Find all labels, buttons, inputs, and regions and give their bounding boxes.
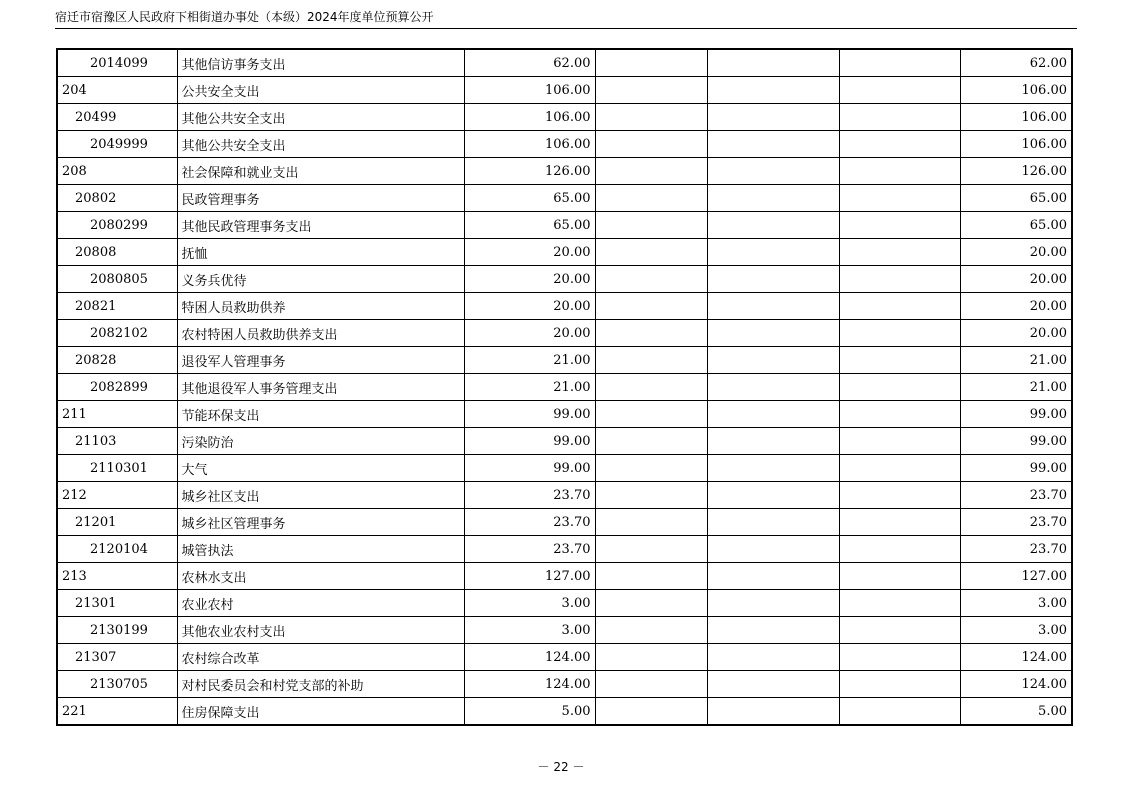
total-amount-cell: 99.00 (464, 401, 595, 428)
subject-name-cell: 社会保障和就业支出 (177, 158, 464, 185)
total-amount-cell: 21.00 (464, 374, 595, 401)
amount-cell-5 (839, 347, 960, 374)
subject-name-cell: 其他公共安全支出 (177, 104, 464, 131)
table-row (57, 185, 1072, 212)
table-row (57, 77, 1072, 104)
amount-cell-last: 20.00 (960, 320, 1072, 347)
table-row (57, 293, 1072, 320)
subject-code-cell: 2082102 (57, 320, 177, 347)
table-row (57, 509, 1072, 536)
total-amount-cell: 65.00 (464, 185, 595, 212)
subject-code-cell: 2080299 (57, 212, 177, 239)
subject-code-cell: 212 (57, 482, 177, 509)
subject-code-cell: 21301 (57, 590, 177, 617)
subject-name-cell: 城乡社区管理事务 (177, 509, 464, 536)
subject-code-cell: 20499 (57, 104, 177, 131)
subject-name-cell: 住房保障支出 (177, 698, 464, 726)
amount-cell-4 (707, 698, 839, 726)
amount-cell-4 (707, 77, 839, 104)
total-amount-cell: 21.00 (464, 347, 595, 374)
amount-cell-3 (595, 455, 707, 482)
amount-cell-last: 3.00 (960, 590, 1072, 617)
total-amount-cell: 127.00 (464, 563, 595, 590)
subject-name-cell: 城乡社区支出 (177, 482, 464, 509)
subject-code-cell: 20828 (57, 347, 177, 374)
amount-cell-4 (707, 428, 839, 455)
amount-cell-4 (707, 509, 839, 536)
amount-cell-last: 99.00 (960, 455, 1072, 482)
amount-cell-5 (839, 671, 960, 698)
total-amount-cell: 126.00 (464, 158, 595, 185)
total-amount-cell: 62.00 (464, 49, 595, 77)
table-row (57, 320, 1072, 347)
table-row (57, 482, 1072, 509)
subject-code-cell: 2130199 (57, 617, 177, 644)
table-row (57, 617, 1072, 644)
subject-code-cell: 2080805 (57, 266, 177, 293)
amount-cell-5 (839, 212, 960, 239)
subject-code-cell: 2049999 (57, 131, 177, 158)
amount-cell-5 (839, 509, 960, 536)
table-row (57, 347, 1072, 374)
amount-cell-last: 21.00 (960, 347, 1072, 374)
subject-name-cell: 特困人员救助供养 (177, 293, 464, 320)
amount-cell-3 (595, 401, 707, 428)
amount-cell-3 (595, 77, 707, 104)
amount-cell-last: 124.00 (960, 644, 1072, 671)
total-amount-cell: 20.00 (464, 266, 595, 293)
amount-cell-5 (839, 482, 960, 509)
subject-name-cell: 义务兵优待 (177, 266, 464, 293)
amount-cell-4 (707, 401, 839, 428)
amount-cell-4 (707, 617, 839, 644)
amount-cell-last: 65.00 (960, 212, 1072, 239)
subject-code-cell: 20802 (57, 185, 177, 212)
total-amount-cell: 3.00 (464, 590, 595, 617)
amount-cell-3 (595, 293, 707, 320)
table-row (57, 266, 1072, 293)
amount-cell-3 (595, 347, 707, 374)
amount-cell-last: 65.00 (960, 185, 1072, 212)
total-amount-cell: 106.00 (464, 104, 595, 131)
amount-cell-last: 124.00 (960, 671, 1072, 698)
table-row (57, 104, 1072, 131)
amount-cell-4 (707, 671, 839, 698)
amount-cell-5 (839, 49, 960, 77)
subject-name-cell: 其他民政管理事务支出 (177, 212, 464, 239)
subject-name-cell: 农林水支出 (177, 563, 464, 590)
document-header (55, 8, 1077, 29)
amount-cell-last: 20.00 (960, 293, 1072, 320)
amount-cell-4 (707, 104, 839, 131)
amount-cell-4 (707, 644, 839, 671)
subject-code-cell: 2130705 (57, 671, 177, 698)
table-row (57, 428, 1072, 455)
subject-code-cell: 2120104 (57, 536, 177, 563)
amount-cell-4 (707, 131, 839, 158)
subject-code-cell: 21103 (57, 428, 177, 455)
budget-table (56, 48, 1073, 726)
amount-cell-3 (595, 104, 707, 131)
amount-cell-last: 127.00 (960, 563, 1072, 590)
subject-name-cell: 农村综合改革 (177, 644, 464, 671)
amount-cell-last: 23.70 (960, 536, 1072, 563)
amount-cell-last: 23.70 (960, 482, 1072, 509)
table-row (57, 374, 1072, 401)
total-amount-cell: 106.00 (464, 77, 595, 104)
total-amount-cell: 23.70 (464, 482, 595, 509)
total-amount-cell: 65.00 (464, 212, 595, 239)
amount-cell-4 (707, 482, 839, 509)
amount-cell-3 (595, 671, 707, 698)
table-row (57, 644, 1072, 671)
amount-cell-3 (595, 428, 707, 455)
amount-cell-5 (839, 428, 960, 455)
amount-cell-4 (707, 49, 839, 77)
amount-cell-5 (839, 239, 960, 266)
subject-name-cell: 其他农业农村支出 (177, 617, 464, 644)
amount-cell-4 (707, 185, 839, 212)
amount-cell-5 (839, 644, 960, 671)
table-row (57, 671, 1072, 698)
total-amount-cell: 106.00 (464, 131, 595, 158)
amount-cell-4 (707, 266, 839, 293)
subject-name-cell: 民政管理事务 (177, 185, 464, 212)
subject-name-cell: 公共安全支出 (177, 77, 464, 104)
amount-cell-3 (595, 239, 707, 266)
amount-cell-5 (839, 158, 960, 185)
subject-code-cell: 2110301 (57, 455, 177, 482)
subject-name-cell: 农村特困人员救助供养支出 (177, 320, 464, 347)
total-amount-cell: 23.70 (464, 509, 595, 536)
total-amount-cell: 20.00 (464, 320, 595, 347)
subject-name-cell: 其他公共安全支出 (177, 131, 464, 158)
table-row (57, 455, 1072, 482)
total-amount-cell: 99.00 (464, 428, 595, 455)
subject-code-cell: 21201 (57, 509, 177, 536)
amount-cell-last: 106.00 (960, 131, 1072, 158)
table-row (57, 239, 1072, 266)
subject-name-cell: 节能环保支出 (177, 401, 464, 428)
total-amount-cell: 23.70 (464, 536, 595, 563)
subject-code-cell: 204 (57, 77, 177, 104)
amount-cell-5 (839, 590, 960, 617)
amount-cell-last: 126.00 (960, 158, 1072, 185)
amount-cell-3 (595, 49, 707, 77)
subject-name-cell: 其他退役军人事务管理支出 (177, 374, 464, 401)
subject-name-cell: 农业农村 (177, 590, 464, 617)
amount-cell-4 (707, 563, 839, 590)
amount-cell-5 (839, 131, 960, 158)
subject-code-cell: 208 (57, 158, 177, 185)
total-amount-cell: 124.00 (464, 644, 595, 671)
amount-cell-4 (707, 239, 839, 266)
amount-cell-last: 99.00 (960, 401, 1072, 428)
amount-cell-4 (707, 158, 839, 185)
amount-cell-5 (839, 266, 960, 293)
subject-name-cell: 污染防治 (177, 428, 464, 455)
amount-cell-5 (839, 698, 960, 726)
amount-cell-5 (839, 455, 960, 482)
amount-cell-3 (595, 698, 707, 726)
table-row (57, 401, 1072, 428)
amount-cell-5 (839, 617, 960, 644)
table-row (57, 49, 1072, 77)
amount-cell-5 (839, 374, 960, 401)
amount-cell-4 (707, 590, 839, 617)
amount-cell-last: 21.00 (960, 374, 1072, 401)
amount-cell-4 (707, 212, 839, 239)
total-amount-cell: 5.00 (464, 698, 595, 726)
subject-name-cell: 其他信访事务支出 (177, 49, 464, 77)
table-row (57, 131, 1072, 158)
amount-cell-3 (595, 482, 707, 509)
amount-cell-5 (839, 77, 960, 104)
amount-cell-last: 3.00 (960, 617, 1072, 644)
subject-code-cell: 211 (57, 401, 177, 428)
amount-cell-3 (595, 563, 707, 590)
amount-cell-5 (839, 536, 960, 563)
total-amount-cell: 99.00 (464, 455, 595, 482)
page-number: － 22 － (537, 760, 585, 774)
table-row (57, 563, 1072, 590)
amount-cell-3 (595, 266, 707, 293)
amount-cell-4 (707, 455, 839, 482)
subject-name-cell: 退役军人管理事务 (177, 347, 464, 374)
table-row (57, 698, 1072, 726)
table-row (57, 536, 1072, 563)
amount-cell-3 (595, 509, 707, 536)
total-amount-cell: 124.00 (464, 671, 595, 698)
amount-cell-3 (595, 617, 707, 644)
subject-code-cell: 21307 (57, 644, 177, 671)
budget-table-body (57, 49, 1072, 725)
table-row (57, 158, 1072, 185)
amount-cell-3 (595, 536, 707, 563)
amount-cell-last: 20.00 (960, 266, 1072, 293)
subject-name-cell: 大气 (177, 455, 464, 482)
subject-code-cell: 213 (57, 563, 177, 590)
amount-cell-5 (839, 401, 960, 428)
amount-cell-last: 106.00 (960, 104, 1072, 131)
table-row (57, 590, 1072, 617)
subject-code-cell: 2082899 (57, 374, 177, 401)
amount-cell-last: 62.00 (960, 49, 1072, 77)
amount-cell-3 (595, 374, 707, 401)
amount-cell-5 (839, 104, 960, 131)
amount-cell-3 (595, 590, 707, 617)
table-row (57, 212, 1072, 239)
amount-cell-5 (839, 320, 960, 347)
total-amount-cell: 3.00 (464, 617, 595, 644)
amount-cell-4 (707, 536, 839, 563)
total-amount-cell: 20.00 (464, 239, 595, 266)
amount-cell-last: 5.00 (960, 698, 1072, 726)
amount-cell-last: 106.00 (960, 77, 1072, 104)
amount-cell-3 (595, 185, 707, 212)
amount-cell-5 (839, 293, 960, 320)
document-title: 宿迁市宿豫区人民政府下相街道办事处（本级）2024年度单位预算公开 (55, 10, 434, 24)
amount-cell-4 (707, 347, 839, 374)
amount-cell-3 (595, 131, 707, 158)
subject-code-cell: 2014099 (57, 49, 177, 77)
amount-cell-4 (707, 320, 839, 347)
amount-cell-last: 23.70 (960, 509, 1072, 536)
subject-name-cell: 对村民委员会和村党支部的补助 (177, 671, 464, 698)
amount-cell-3 (595, 644, 707, 671)
subject-code-cell: 20821 (57, 293, 177, 320)
amount-cell-3 (595, 320, 707, 347)
amount-cell-5 (839, 185, 960, 212)
total-amount-cell: 20.00 (464, 293, 595, 320)
amount-cell-5 (839, 563, 960, 590)
subject-name-cell: 城管执法 (177, 536, 464, 563)
amount-cell-3 (595, 158, 707, 185)
amount-cell-last: 99.00 (960, 428, 1072, 455)
subject-code-cell: 221 (57, 698, 177, 726)
subject-name-cell: 抚恤 (177, 239, 464, 266)
subject-code-cell: 20808 (57, 239, 177, 266)
amount-cell-4 (707, 293, 839, 320)
amount-cell-3 (595, 212, 707, 239)
amount-cell-4 (707, 374, 839, 401)
amount-cell-last: 20.00 (960, 239, 1072, 266)
